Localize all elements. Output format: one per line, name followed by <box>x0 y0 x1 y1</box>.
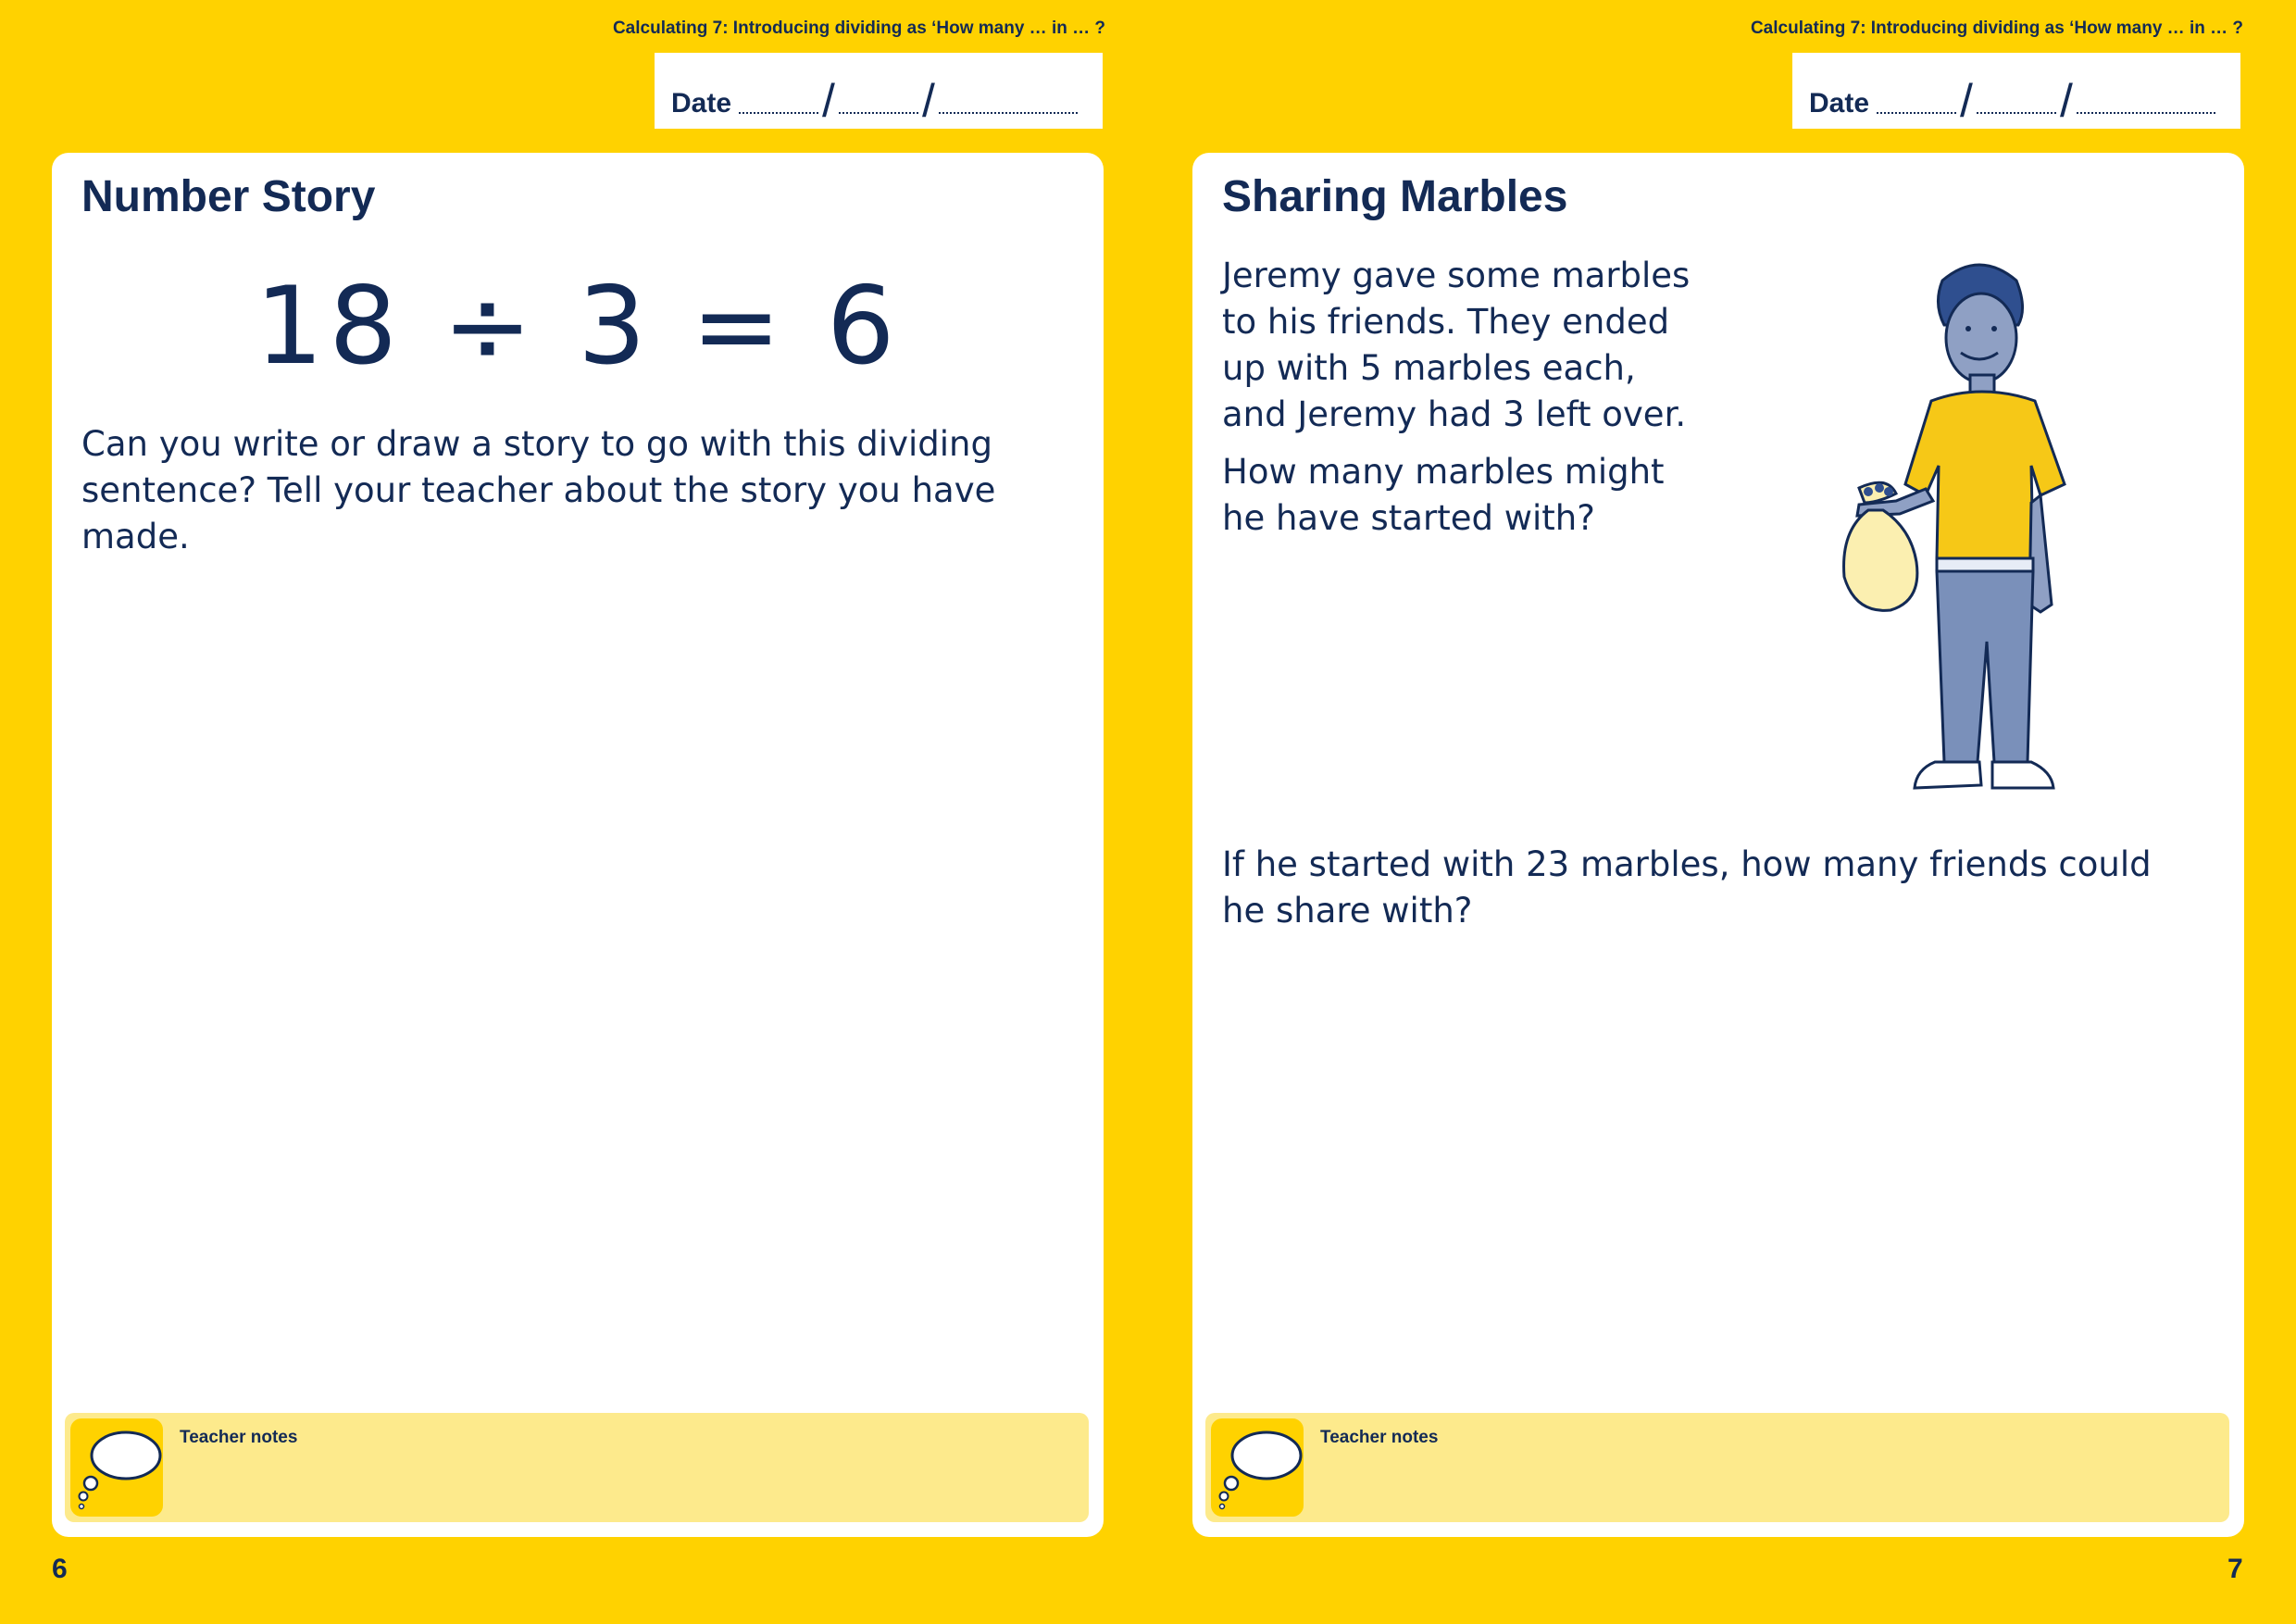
teacher-notes-label: Teacher notes <box>180 1428 298 1447</box>
question-line: he have started with? <box>1222 498 1595 538</box>
teacher-notes-strip <box>65 1413 1089 1522</box>
sharing-marbles-card <box>1192 153 2244 1537</box>
right-page-header: Calculating 7: Introducing dividing as ‘How many … in … ? <box>1750 19 2243 38</box>
boy-holding-marble-bag-illustration <box>1822 253 2100 808</box>
right-date-field[interactable] <box>1792 53 2240 129</box>
teacher-notes-label: Teacher notes <box>1320 1428 1439 1447</box>
left-date-field[interactable] <box>655 53 1103 129</box>
number-story-card <box>52 153 1104 1537</box>
date-label: Date <box>671 88 732 119</box>
date-year-blank[interactable] <box>2077 110 2215 114</box>
card-title: Number Story <box>81 172 376 221</box>
date-slash: / <box>921 75 935 127</box>
date-month-blank[interactable] <box>1977 110 2056 114</box>
date-day-blank[interactable] <box>739 110 818 114</box>
story-text <box>1222 253 1741 438</box>
instructions-text: Can you write or draw a story to go with this dividing sentence? Tell your teacher about the story you have made. <box>81 424 996 556</box>
right-page <box>1148 0 2296 1624</box>
teacher-notes-strip <box>1205 1413 2229 1522</box>
story-line: and Jeremy had 3 left over. <box>1222 394 1687 434</box>
date-slash: / <box>2059 75 2073 127</box>
story-line: Jeremy gave some marbles <box>1222 256 1691 295</box>
date-slash: / <box>1960 75 1973 127</box>
division-equation: 18 ÷ 3 = 6 <box>255 264 901 389</box>
date-slash: / <box>822 75 835 127</box>
story-line: to his friends. They ended <box>1222 302 1670 342</box>
question-two: If he started with 23 marbles, how many friends could he share with? <box>1222 844 2152 931</box>
question-line: How many marbles might <box>1222 452 1665 492</box>
page-number: 7 <box>2227 1554 2243 1584</box>
left-page-header: Calculating 7: Introducing dividing as ‘How many … in … ? <box>612 19 1105 38</box>
story-line: up with 5 marbles each, <box>1222 348 1636 388</box>
thought-bubble-icon <box>70 1418 163 1517</box>
date-year-blank[interactable] <box>939 110 1078 114</box>
date-month-blank[interactable] <box>839 110 918 114</box>
question-one <box>1222 449 1741 542</box>
date-label: Date <box>1809 88 1870 119</box>
card-title: Sharing Marbles <box>1222 172 1568 221</box>
thought-bubble-icon <box>1211 1418 1304 1517</box>
page-number: 6 <box>52 1554 68 1584</box>
date-day-blank[interactable] <box>1877 110 1956 114</box>
